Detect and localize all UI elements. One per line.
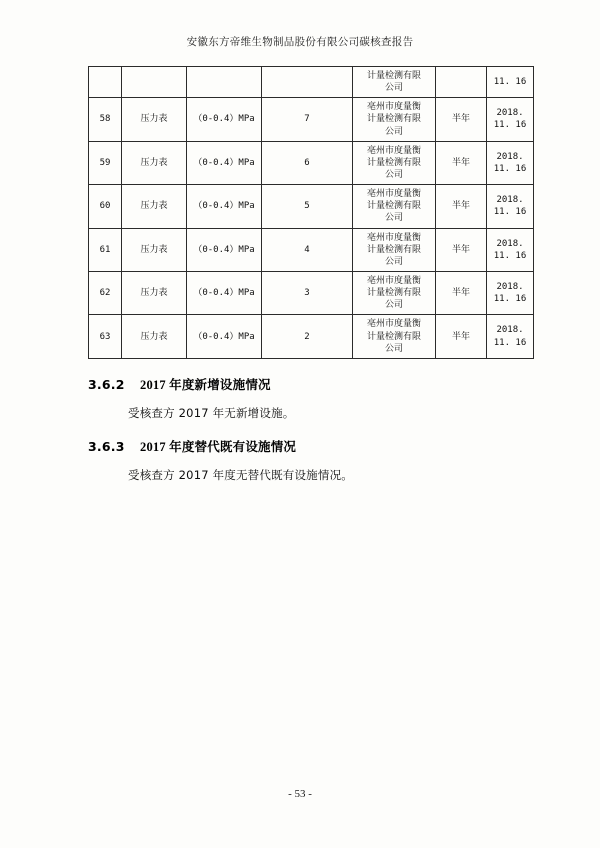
cell-no — [89, 67, 122, 98]
cell-organization — [353, 67, 436, 98]
section-number: 3.6.3 — [88, 438, 125, 454]
cell-equipment: 压力表 — [122, 315, 187, 358]
org-line: 公司 — [384, 300, 403, 311]
date-line: 2018. — [496, 282, 524, 293]
cell-equipment — [122, 67, 187, 98]
cell-cycle: 半年 — [436, 315, 487, 358]
cell-date — [487, 185, 534, 228]
cell-no: 61 — [89, 228, 122, 271]
cell-no: 62 — [89, 271, 122, 314]
cell-equipment: 压力表 — [122, 228, 187, 271]
section-heading-3-6-2 — [88, 375, 512, 393]
cell-range: （0-0.4）MPa — [187, 271, 262, 314]
cell-count: 3 — [262, 271, 353, 314]
org-line: 计量检测有限 — [366, 114, 421, 125]
section-body-3-6-2: 受核查方 2017 年无新增设施。 — [128, 405, 295, 420]
cell-equipment: 压力表 — [122, 271, 187, 314]
cell-cycle — [436, 67, 487, 98]
org-line: 公司 — [384, 169, 403, 180]
cell-range — [187, 67, 262, 98]
cell-range: （0-0.4）MPa — [187, 98, 262, 141]
date-line: 11. 16 — [493, 337, 527, 348]
org-line: 公司 — [384, 83, 403, 94]
org-line: 计量检测有限 — [366, 157, 421, 168]
cell-count — [262, 67, 353, 98]
date-line: 11. 16 — [493, 250, 527, 261]
date-line: 2018. — [496, 325, 524, 336]
cell-organization — [353, 141, 436, 184]
date-line: 11. 16 — [493, 120, 527, 131]
section-number: 3.6.2 — [88, 376, 125, 392]
date-line: 2018. — [496, 108, 524, 119]
cell-date — [487, 98, 534, 141]
table-row — [89, 67, 534, 98]
date-line: 11. 16 — [493, 77, 527, 88]
org-line: 计量检测有限 — [366, 244, 421, 255]
date-line: 11. 16 — [493, 294, 527, 305]
date-line: 2018. — [496, 151, 524, 162]
org-line: 亳州市度量衡 — [366, 189, 421, 200]
table-row — [89, 141, 534, 184]
org-line: 计量检测有限 — [366, 71, 421, 81]
cell-cycle: 半年 — [436, 98, 487, 141]
cell-count: 7 — [262, 98, 353, 141]
cell-organization — [353, 228, 436, 271]
org-line: 公司 — [384, 126, 403, 137]
cell-equipment: 压力表 — [122, 98, 187, 141]
cell-date — [487, 67, 534, 98]
date-line: 2018. — [496, 195, 524, 206]
cell-equipment: 压力表 — [122, 185, 187, 228]
table-row — [89, 98, 534, 141]
section-body-3-6-3: 受核查方 2017 年度无替代既有设施情况。 — [128, 467, 353, 482]
cell-range: （0-0.4）MPa — [187, 185, 262, 228]
cell-date — [487, 271, 534, 314]
org-line: 亳州市度量衡 — [366, 275, 421, 286]
calibration-equipment-table — [88, 66, 534, 359]
cell-no: 59 — [89, 141, 122, 184]
org-line: 亳州市度量衡 — [366, 319, 421, 330]
section-title: 2017 年度新增设施情况 — [140, 377, 271, 392]
date-line: 2018. — [496, 238, 524, 249]
page-content — [88, 66, 527, 483]
org-line: 公司 — [384, 256, 403, 267]
cell-count: 6 — [262, 141, 353, 184]
table-row — [89, 315, 534, 358]
cell-date — [487, 141, 534, 184]
cell-cycle: 半年 — [436, 185, 487, 228]
cell-count: 2 — [262, 315, 353, 358]
cell-no: 63 — [89, 315, 122, 358]
cell-organization — [353, 271, 436, 314]
org-line: 公司 — [384, 343, 403, 354]
page-header: 安徽东方帝维生物制品股份有限公司碳核查报告 — [186, 36, 414, 48]
cell-no: 58 — [89, 98, 122, 141]
date-line: 11. 16 — [493, 163, 527, 174]
date-line: 11. 16 — [493, 207, 527, 218]
table-row — [89, 185, 534, 228]
cell-organization — [353, 185, 436, 228]
table-row — [89, 271, 534, 314]
cell-no: 60 — [89, 185, 122, 228]
org-line: 计量检测有限 — [366, 288, 421, 299]
cell-cycle: 半年 — [436, 141, 487, 184]
cell-organization — [353, 98, 436, 141]
org-line: 亳州市度量衡 — [366, 232, 421, 243]
page-number: - 53 - — [288, 788, 312, 800]
org-line: 公司 — [384, 213, 403, 224]
cell-range: （0-0.4）MPa — [187, 228, 262, 271]
table-row — [89, 228, 534, 271]
org-line: 计量检测有限 — [366, 201, 421, 212]
cell-equipment: 压力表 — [122, 141, 187, 184]
cell-range: （0-0.4）MPa — [187, 141, 262, 184]
cell-date — [487, 315, 534, 358]
section-heading-3-6-3 — [88, 437, 512, 455]
cell-range: （0-0.4）MPa — [187, 315, 262, 358]
cell-cycle: 半年 — [436, 228, 487, 271]
org-line: 计量检测有限 — [366, 331, 421, 342]
cell-date — [487, 228, 534, 271]
org-line: 亳州市度量衡 — [366, 145, 421, 156]
org-line: 亳州市度量衡 — [366, 102, 421, 113]
section-title: 2017 年度替代既有设施情况 — [140, 439, 297, 454]
cell-organization — [353, 315, 436, 358]
cell-cycle: 半年 — [436, 271, 487, 314]
cell-count: 5 — [262, 185, 353, 228]
cell-count: 4 — [262, 228, 353, 271]
